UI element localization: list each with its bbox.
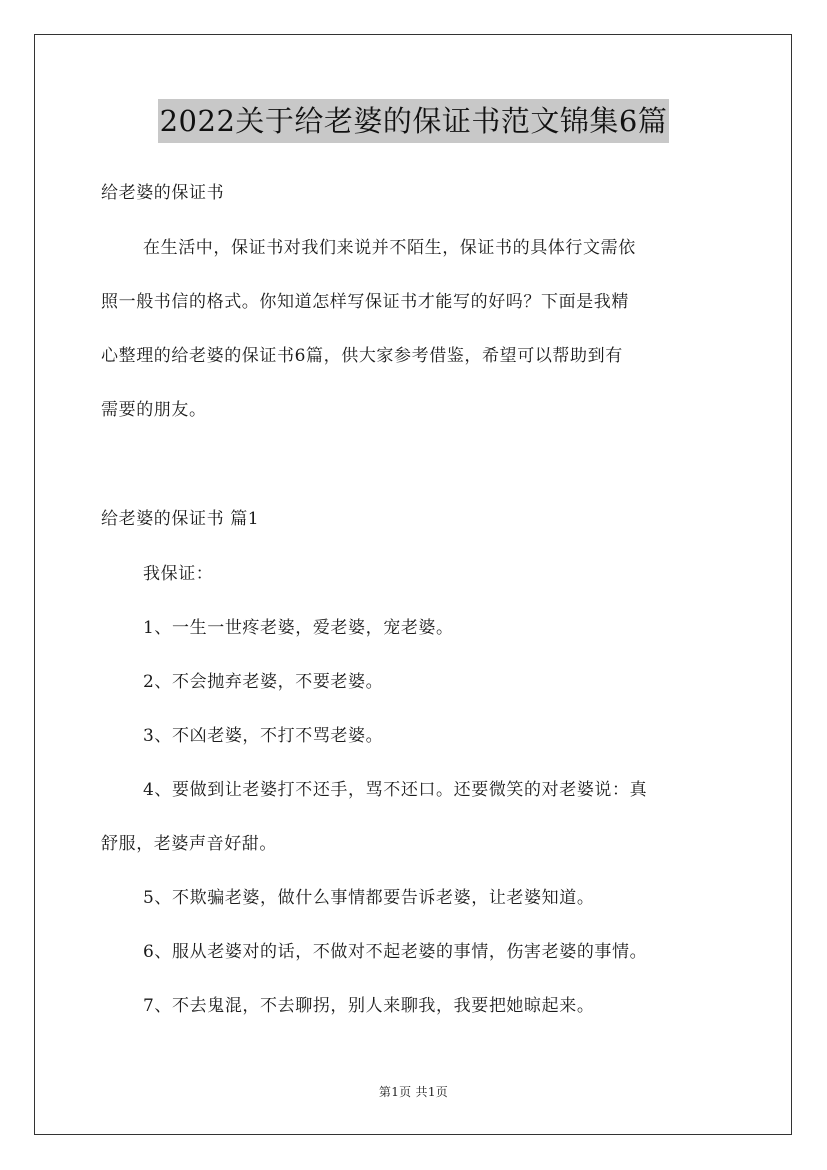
pledge-item-7: 7、不去鬼混，不去聊拐，别人来聊我，我要把她晾起来。 xyxy=(143,996,595,1016)
intro-paragraph-line-3: 心整理的给老婆的保证书6篇，供大家参考借鉴，希望可以帮助到有 xyxy=(101,346,623,366)
pledge-item-2: 2、不会抛弃老婆，不要老婆。 xyxy=(143,672,384,692)
pledge-item-1: 1、一生一世疼老婆，爱老婆，宠老婆。 xyxy=(143,618,454,638)
document-title: 2022关于给老婆的保证书范文锦集6篇 xyxy=(158,99,670,143)
pledge-item-3: 3、不凶老婆，不打不骂老婆。 xyxy=(143,726,384,746)
pledge-item-4-continued: 舒服，老婆声音好甜。 xyxy=(101,834,277,854)
page-footer: 第1页 共1页 xyxy=(378,1085,449,1099)
title-container xyxy=(0,99,827,143)
intro-heading: 给老婆的保证书 xyxy=(101,183,225,203)
pledge-item-4: 4、要做到让老婆打不还手，骂不还口。还要微笑的对老婆说：真 xyxy=(143,780,648,800)
intro-paragraph-line-1: 在生活中，保证书对我们来说并不陌生，保证书的具体行文需依 xyxy=(143,238,636,258)
intro-paragraph-line-4: 需要的朋友。 xyxy=(101,400,207,420)
pledge-item-6: 6、服从老婆对的话，不做对不起老婆的事情，伤害老婆的事情。 xyxy=(143,942,648,962)
pledge-item-5: 5、不欺骗老婆，做什么事情都要告诉老婆，让老婆知道。 xyxy=(143,888,595,908)
pledge-intro: 我保证： xyxy=(143,564,214,584)
section-heading: 给老婆的保证书 篇1 xyxy=(101,509,260,529)
intro-paragraph-line-2: 照一般书信的格式。你知道怎样写保证书才能写的好吗？下面是我精 xyxy=(101,292,629,312)
